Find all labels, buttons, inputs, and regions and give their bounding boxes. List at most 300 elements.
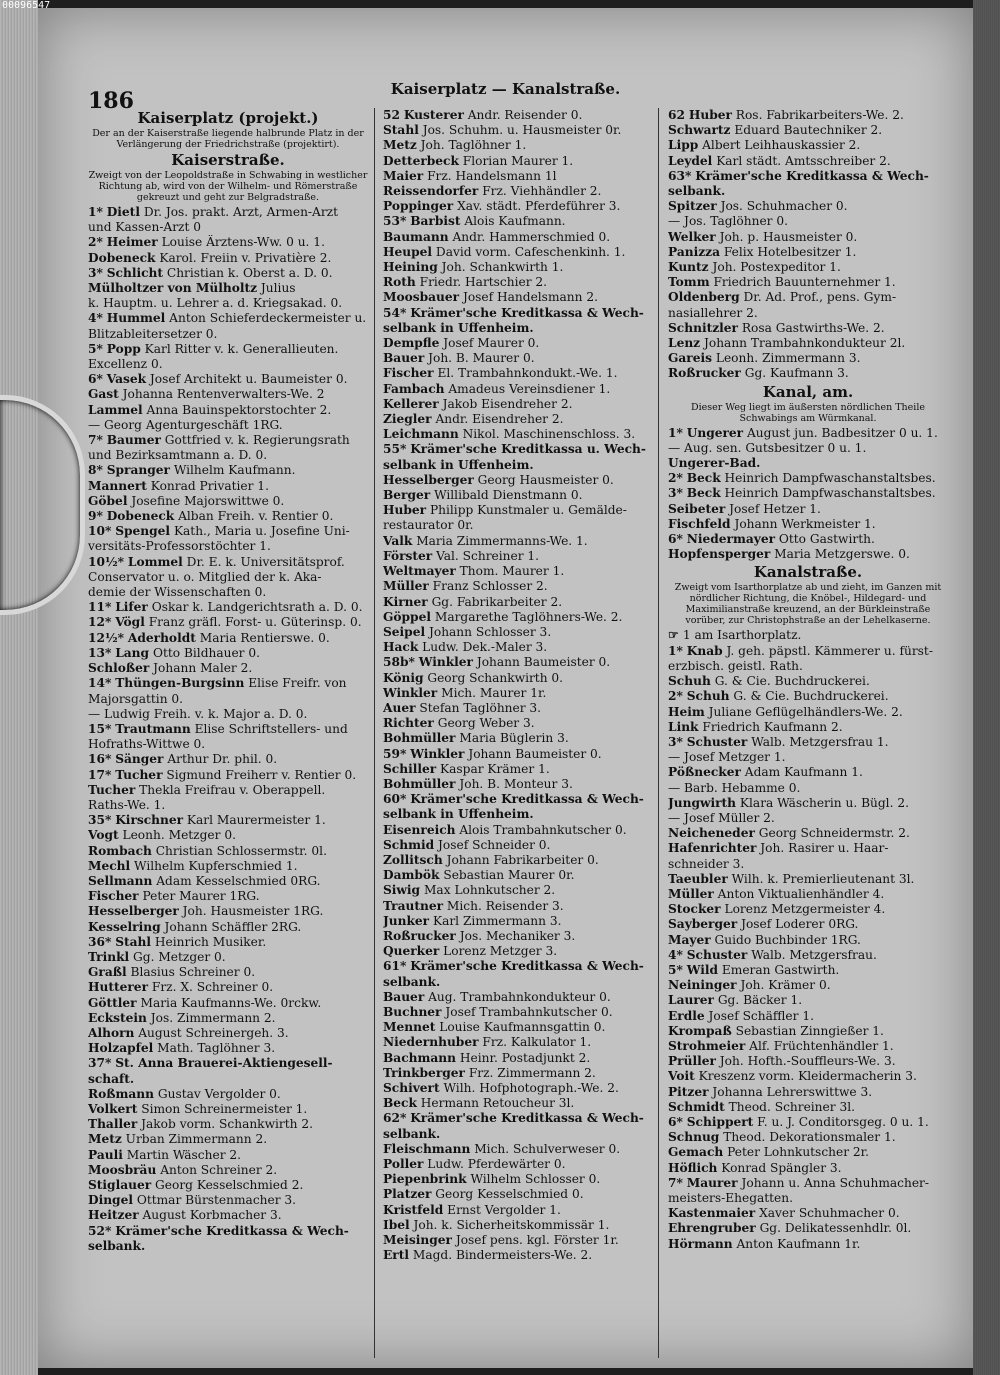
directory-entry — [383, 883, 663, 898]
resident-details: Johann Maler 2. — [153, 661, 253, 676]
house-number: 2* — [668, 689, 683, 704]
resident-details: erzbisch. geistl. Rath. — [668, 658, 803, 673]
resident-details: Aug. Trambahnkondukteur 0. — [428, 989, 611, 1004]
house-number: 6* — [88, 372, 103, 387]
resident-name: Mannert — [88, 478, 147, 493]
house-number: 7* — [88, 433, 103, 448]
directory-entry — [668, 1085, 948, 1100]
house-number: 17* — [88, 767, 112, 782]
resident-name: Taeubler — [668, 871, 728, 886]
resident-name: Hörmann — [668, 1236, 733, 1251]
directory-entry — [668, 154, 948, 169]
resident-name: Stocker — [668, 902, 721, 917]
resident-details: Maria Kaufmanns-We. 0rckw. — [140, 995, 322, 1010]
resident-name: Roßmann — [88, 1086, 155, 1101]
street-description: Der an der Kaiserstraße liegende halbrunde Platz in der Verlängerung der Friedrichstraße (projektirt). — [92, 128, 364, 150]
resident-name: Fischfeld — [668, 516, 731, 531]
resident-name: Mülholtzer von Mülholtz — [88, 281, 258, 296]
resident-details: Mich. Maurer 1r. — [441, 685, 547, 700]
resident-name: Heimer — [106, 235, 158, 250]
directory-entry — [383, 625, 663, 640]
resident-name: Panizza — [668, 244, 720, 259]
resident-details: Blitzableitersetzer 0. — [88, 326, 218, 341]
street-heading: Kanalstraße. — [753, 563, 863, 582]
house-number: 3* — [88, 265, 103, 280]
resident-details: Walb. Metzgersfrau 1. — [751, 734, 889, 749]
directory-entry — [88, 387, 368, 402]
page-number: 186 — [88, 88, 134, 114]
resident-details: Heinr. Postadjunkt 2. — [459, 1050, 591, 1065]
resident-name: Mechl — [88, 858, 131, 873]
resident-name: Metz — [383, 138, 417, 153]
resident-name: Strohmeier — [668, 1038, 746, 1053]
directory-entry — [383, 336, 663, 351]
resident-name: Platzer — [383, 1187, 432, 1202]
directory-entry — [383, 534, 663, 549]
resident-name: Neininger — [668, 978, 737, 993]
directory-entry — [383, 1157, 663, 1172]
directory-entry — [383, 1096, 663, 1111]
resident-name: Link — [668, 719, 699, 734]
directory-entry — [668, 644, 948, 659]
directory-entry — [88, 950, 368, 965]
resident-name: Holzapfel — [88, 1041, 154, 1056]
resident-name: Junker — [383, 913, 430, 928]
resident-details: Sebastian Zinngießer 1. — [735, 1023, 884, 1038]
resident-details: Anton Kaufmann 1r. — [736, 1236, 861, 1251]
resident-name: Bauer — [383, 351, 425, 366]
resident-details: Hermann Retoucheur 3l. — [420, 1096, 575, 1111]
resident-name: Pößnecker — [668, 765, 741, 780]
directory-entry — [383, 564, 663, 579]
directory-entry — [88, 235, 368, 250]
resident-name: Sayberger — [668, 917, 738, 932]
resident-details: Adam Kaufmann 1. — [744, 765, 863, 780]
directory-entry — [383, 944, 663, 959]
resident-details: Georg Schankwirth 0. — [427, 670, 564, 685]
street-description: Dieser Weg liegt im äußersten nördlichen Theile Schwabings am Würmkanal. — [691, 401, 925, 424]
directory-entry — [88, 1163, 368, 1178]
resident-details: G. & Cie. Buchdruckerei. — [733, 689, 889, 704]
resident-details: Joh. B. Maurer 0. — [428, 351, 535, 366]
resident-details: Gg. Metzger 0. — [133, 949, 226, 964]
resident-name: Schuster — [686, 734, 748, 749]
resident-name: Gareis — [668, 351, 712, 366]
directory-entry — [668, 659, 948, 674]
resident-details: — Aug. sen. Gutsbesitzer 0 u. 1. — [668, 440, 867, 455]
resident-details: Alban Freih. v. Rentier 0. — [178, 509, 334, 524]
directory-entry — [88, 844, 368, 859]
house-number: 3* — [668, 486, 683, 501]
directory-entry — [88, 1087, 368, 1102]
directory-entry — [668, 336, 948, 351]
directory-entry — [668, 857, 948, 872]
resident-name: Hack — [383, 640, 419, 655]
book-edge — [973, 0, 1000, 1375]
resident-details: Thekla Freifrau v. Oberappell. — [139, 782, 326, 797]
resident-name: Rombach — [88, 843, 152, 858]
resident-name: Valk — [383, 533, 413, 548]
resident-details: Frz. Zimmermann 2. — [468, 1065, 596, 1080]
resident-details: — Ludwig Freih. v. k. Major a. D. 0. — [88, 706, 308, 721]
resident-name: Metz — [88, 1132, 122, 1147]
directory-entry — [668, 441, 948, 456]
resident-details: Julius — [260, 281, 296, 296]
house-number: 58b* — [383, 655, 415, 670]
resident-name: Spitzer — [668, 199, 717, 214]
resident-name: Roth — [383, 275, 416, 290]
resident-details: Josefine Majorswittwe 0. — [131, 493, 285, 508]
resident-name: Dempfle — [383, 336, 440, 351]
resident-details: Emeran Gastwirth. — [721, 962, 840, 977]
street-description: Zweigt von der Leopoldstraße in Schwabing in westlicher Richtung ab, wird von der Wilhelm- und Römerstraße gekreuzt und geht zur Belgradstraße. — [88, 170, 368, 203]
directory-entry — [383, 154, 663, 169]
directory-entry — [88, 1193, 368, 1208]
resident-details: Amadeus Vereinsdiener 1. — [448, 381, 611, 396]
resident-name: Stiglauer — [88, 1178, 152, 1192]
resident-details: Konrad Spängler 3. — [721, 1160, 842, 1175]
directory-entry — [668, 1191, 948, 1206]
directory-entry — [668, 872, 948, 887]
directory-entry — [668, 902, 948, 917]
directory-entry — [668, 1100, 948, 1115]
resident-name: Stahl — [115, 934, 152, 949]
resident-details: Peter Lohnkutscher 2r. — [727, 1145, 870, 1160]
resident-details: Raths-We. 1. — [88, 797, 166, 812]
resident-details: Joh. k. Sicherheitskommissär 1. — [413, 1217, 610, 1232]
directory-entry — [383, 123, 663, 138]
resident-details: Gottfried v. k. Regierungsrath — [164, 433, 350, 448]
resident-name: Spranger — [106, 463, 170, 478]
resident-name: Schippert — [686, 1114, 754, 1129]
house-number: 59* — [383, 746, 407, 761]
resident-name: Kellerer — [383, 396, 439, 411]
house-number: 62* — [383, 1111, 407, 1126]
resident-details: Joh. Hausmeister 1RG. — [182, 904, 324, 919]
resident-details: Joh. Hofth.-Souffleurs-We. 3. — [719, 1054, 896, 1069]
resident-name: Poller — [383, 1157, 424, 1172]
directory-entry — [88, 798, 368, 813]
resident-name: Kastenmaier — [668, 1206, 756, 1221]
directory-entry — [383, 716, 663, 731]
resident-name: Tucher — [88, 782, 136, 797]
resident-name: Huber — [688, 108, 732, 122]
resident-name: Niedernhuber — [383, 1035, 479, 1050]
directory-entry — [668, 1009, 948, 1024]
resident-details: G. & Cie. Buchdruckerei. — [714, 674, 870, 689]
resident-details: Otto Gastwirth. — [778, 532, 875, 547]
resident-details: Wilhelm Kaufmann. — [173, 463, 296, 478]
directory-entry — [88, 327, 368, 342]
directory-entry — [383, 230, 663, 245]
directory-entry — [383, 473, 663, 488]
resident-details: Leonh. Zimmermann 3. — [715, 351, 861, 366]
resident-details: Albert Leihhauskassier 2. — [702, 138, 861, 153]
directory-entry — [88, 920, 368, 935]
directory-entry — [88, 661, 368, 676]
resident-details: Josef Trambahnkutscher 0. — [445, 1004, 613, 1019]
resident-details: Martin Wäscher 2. — [126, 1147, 242, 1162]
directory-entry — [668, 720, 948, 735]
resident-name: Kesselring — [88, 919, 161, 934]
resident-details: Johann Schäffler 2RG. — [164, 919, 302, 934]
directory-entry — [383, 351, 663, 366]
resident-name: Lang — [115, 645, 150, 660]
directory-entry — [383, 169, 663, 184]
directory-entry — [668, 502, 948, 517]
directory-entry — [383, 1233, 663, 1248]
directory-entry — [88, 266, 368, 281]
resident-details: — Barb. Hebamme 0. — [668, 780, 801, 795]
resident-details: Wilh. Hofphotograph.-We. 2. — [443, 1081, 619, 1095]
directory-entry — [88, 692, 368, 707]
resident-details: F. u. J. Conditorsgeg. 0 u. 1. — [757, 1114, 929, 1129]
resident-details: Heinrich Dampfwaschanstaltsbes. — [724, 471, 936, 486]
directory-entry — [88, 707, 368, 722]
directory-entry — [383, 1127, 663, 1142]
directory-entry — [383, 1035, 663, 1050]
resident-details: Gg. Kaufmann 3. — [744, 366, 849, 381]
resident-name: Schlicht — [106, 265, 163, 280]
resident-details: Dr. Jos. prakt. Arzt, Armen-Arzt — [143, 205, 338, 219]
resident-name: Müller — [668, 886, 714, 901]
resident-details: Heinrich Musiker. — [154, 934, 267, 949]
resident-details: Karl städt. Amtsschreiber 2. — [716, 153, 891, 168]
resident-details: Florian Maurer 1. — [462, 153, 574, 168]
directory-entry — [668, 735, 948, 750]
directory-entry — [383, 321, 663, 336]
resident-name: Hafenrichter — [668, 841, 757, 856]
house-number: 9* — [88, 509, 103, 524]
resident-name: selbank. — [88, 1238, 146, 1253]
resident-name: Krompaß — [668, 1023, 732, 1038]
directory-entry — [668, 978, 948, 993]
resident-details: Maria Zimmermanns-We. 1. — [416, 533, 588, 548]
directory-entry — [383, 1081, 663, 1096]
directory-entry — [668, 366, 948, 381]
directory-entry — [88, 1056, 368, 1071]
resident-name: Alhorn — [88, 1025, 135, 1040]
street-heading: Kanal, am. — [762, 382, 854, 401]
directory-entry — [383, 138, 663, 153]
directory-entry — [668, 184, 948, 199]
resident-name: Stahl — [383, 123, 419, 138]
resident-name: Siwig — [383, 883, 421, 898]
resident-details: Wilhelm Kupferschmied 1. — [134, 858, 298, 873]
resident-details: Dr. E. k. Universitätsprof. — [186, 554, 345, 569]
resident-name: Lipp — [668, 138, 699, 153]
resident-name: selbank. — [668, 184, 726, 199]
directory-entry — [668, 169, 948, 184]
directory-entry — [668, 750, 948, 765]
directory-entry — [88, 737, 368, 752]
directory-entry — [668, 765, 948, 780]
resident-name: selbank. — [383, 1126, 441, 1141]
resident-name: Krämer'sche Kreditkassa & Wech- — [695, 168, 929, 183]
directory-entry — [668, 351, 948, 366]
resident-name: Welker — [668, 229, 716, 244]
directory-entry — [88, 1208, 368, 1223]
directory-entry — [383, 549, 663, 564]
resident-name: Göbel — [88, 493, 128, 508]
resident-name: Zollitsch — [383, 852, 443, 867]
resident-details: Kaspar Krämer 1. — [440, 761, 550, 776]
directory-entry — [88, 874, 368, 889]
resident-details: Karol. Freiin v. Privatière 2. — [159, 250, 332, 265]
resident-name: Weltmayer — [383, 564, 456, 579]
resident-name: Schwartz — [668, 123, 731, 138]
directory-entry — [383, 701, 663, 716]
resident-details: Theod. Dekorationsmaler 1. — [723, 1130, 896, 1145]
directory-entry — [88, 980, 368, 995]
directory-entry — [383, 1218, 663, 1233]
house-number: 36* — [88, 934, 112, 949]
directory-entry — [383, 260, 663, 275]
resident-name: Leydel — [668, 153, 713, 168]
house-number: 10½* — [88, 554, 125, 569]
directory-entry — [383, 306, 663, 321]
directory-entry — [88, 1117, 368, 1132]
directory-entry — [668, 948, 948, 963]
directory-entry — [383, 959, 663, 974]
resident-details: Ernst Vergolder 1. — [447, 1202, 561, 1217]
resident-details: Jos. Mechaniker 3. — [459, 928, 576, 943]
resident-name: Höflich — [668, 1160, 718, 1175]
resident-name: Bohmüller — [383, 776, 456, 791]
house-number: 13* — [88, 645, 112, 660]
resident-details: Johann u. Anna Schuhmacher- — [741, 1175, 929, 1190]
resident-name: Kristfeld — [383, 1202, 444, 1217]
resident-details: Hofraths-Wittwe 0. — [88, 737, 206, 752]
directory-entry — [668, 1176, 948, 1191]
resident-details: Excellenz 0. — [88, 357, 163, 372]
directory-entry — [88, 752, 368, 767]
resident-name: Trinkberger — [383, 1065, 465, 1080]
resident-name: Vasek — [106, 372, 147, 387]
directory-entry — [383, 655, 663, 670]
directory-entry — [383, 1142, 663, 1157]
resident-details: Friedr. Hartschier 2. — [419, 275, 548, 290]
directory-entry — [88, 509, 368, 524]
resident-details: Johann Baumeister 0. — [468, 746, 602, 761]
directory-entry — [88, 205, 368, 220]
directory-entry — [668, 214, 948, 229]
resident-name: Kuntz — [668, 260, 709, 275]
resident-details: Gg. Fabrikarbeiter 2. — [431, 594, 563, 609]
resident-details: Anton Schreiner 2. — [160, 1162, 278, 1177]
resident-details: Guido Buchbinder 1RG. — [714, 932, 861, 947]
resident-details: Arthur Dr. phil. 0. — [167, 752, 278, 767]
resident-details: — Josef Metzger 1. — [668, 750, 786, 765]
directory-entry — [383, 975, 663, 990]
resident-name: Krämer'sche Kreditkassa & Wech- — [410, 792, 644, 807]
directory-entry — [668, 1221, 948, 1236]
resident-name: Piepenbrink — [383, 1172, 467, 1187]
resident-name: Vögl — [115, 615, 145, 630]
resident-details: Josef Loderer 0RG. — [741, 917, 859, 932]
resident-name: Schuh — [668, 674, 711, 689]
directory-entry — [668, 199, 948, 214]
directory-entry — [88, 1239, 368, 1254]
resident-name: Eisenreich — [383, 822, 456, 837]
resident-name: Trautner — [383, 898, 444, 913]
directory-entry — [668, 321, 948, 336]
resident-name: Popp — [106, 341, 141, 356]
directory-entry — [383, 747, 663, 762]
resident-name: Hesselberger — [383, 472, 474, 487]
resident-details: Joh. Taglöhner 1. — [420, 138, 527, 153]
resident-name: Seibeter — [668, 501, 726, 516]
resident-details: Philipp Kunstmaler u. Gemälde- — [429, 503, 627, 518]
resident-name: Kusterer — [403, 108, 464, 122]
resident-name: Thüngen-Burgsinn — [115, 676, 245, 691]
house-number: 1* — [668, 643, 683, 658]
directory-entry — [383, 595, 663, 610]
resident-name: Moosbauer — [383, 290, 460, 305]
resident-name: Winkler — [383, 685, 438, 700]
directory-entry — [668, 933, 948, 948]
directory-entry — [88, 372, 368, 387]
directory-entry — [88, 220, 368, 235]
resident-details: Eduard Bautechniker 2. — [734, 123, 883, 138]
resident-name: Gemach — [668, 1145, 724, 1160]
resident-details: Rosa Gastwirths-We. 2. — [741, 320, 885, 335]
resident-details: Franz gräfl. Forst- u. Güterinsp. 0. — [148, 615, 362, 630]
directory-entry — [668, 123, 948, 138]
directory-entry — [668, 689, 948, 704]
resident-name: Baumer — [106, 433, 161, 448]
directory-entry — [383, 1187, 663, 1202]
directory-entry — [88, 722, 368, 737]
resident-name: selbank in Uffenheim. — [383, 320, 534, 335]
directory-entry — [88, 448, 368, 463]
resident-details: August Schreinergeh. 3. — [138, 1025, 289, 1040]
resident-details: Adam Kesselschmied 0RG. — [156, 873, 321, 888]
resident-name: Sellmann — [88, 873, 153, 888]
resident-details: Kreszenz vorm. Kleidermacherin 3. — [698, 1069, 917, 1084]
resident-details: Josef Maurer 0. — [443, 336, 540, 351]
resident-name: Förster — [383, 548, 433, 563]
resident-name: Fischer — [88, 889, 139, 904]
resident-name: Knab — [686, 643, 723, 658]
directory-entry — [88, 479, 368, 494]
resident-details: Joh. Schankwirth 1. — [441, 260, 564, 275]
resident-name: Krämer'sche Kreditkassa & Wech- — [115, 1223, 349, 1238]
directory-entry — [88, 281, 368, 296]
directory-entry — [668, 1237, 948, 1252]
resident-name: Lammel — [88, 402, 143, 417]
resident-name: Heupel — [383, 244, 433, 259]
directory-entry — [88, 539, 368, 554]
directory-entry — [88, 676, 368, 691]
resident-name: Graßl — [88, 965, 127, 980]
house-number: 8* — [88, 463, 103, 478]
resident-details: Ludw. Pferdewärter 0. — [427, 1157, 566, 1172]
resident-name: Huber — [383, 503, 427, 518]
resident-details: Karl Zimmermann 3. — [432, 913, 562, 928]
directory-entry — [88, 433, 368, 448]
resident-details: Josef Schneider 0. — [438, 837, 551, 852]
directory-entry — [668, 826, 948, 841]
resident-name: Ungerer-Bad. — [668, 456, 761, 471]
directory-entry — [668, 1039, 948, 1054]
resident-details: Johanna Lehrerswittwe 3. — [712, 1084, 873, 1099]
resident-details: Maria Rentierswe. 0. — [199, 630, 330, 645]
resident-details: Josef Architekt u. Baumeister 0. — [149, 372, 348, 387]
resident-name: Buchner — [383, 1004, 442, 1019]
resident-details: demie der Wissenschaften 0. — [88, 585, 267, 600]
resident-name: Sänger — [115, 752, 164, 767]
